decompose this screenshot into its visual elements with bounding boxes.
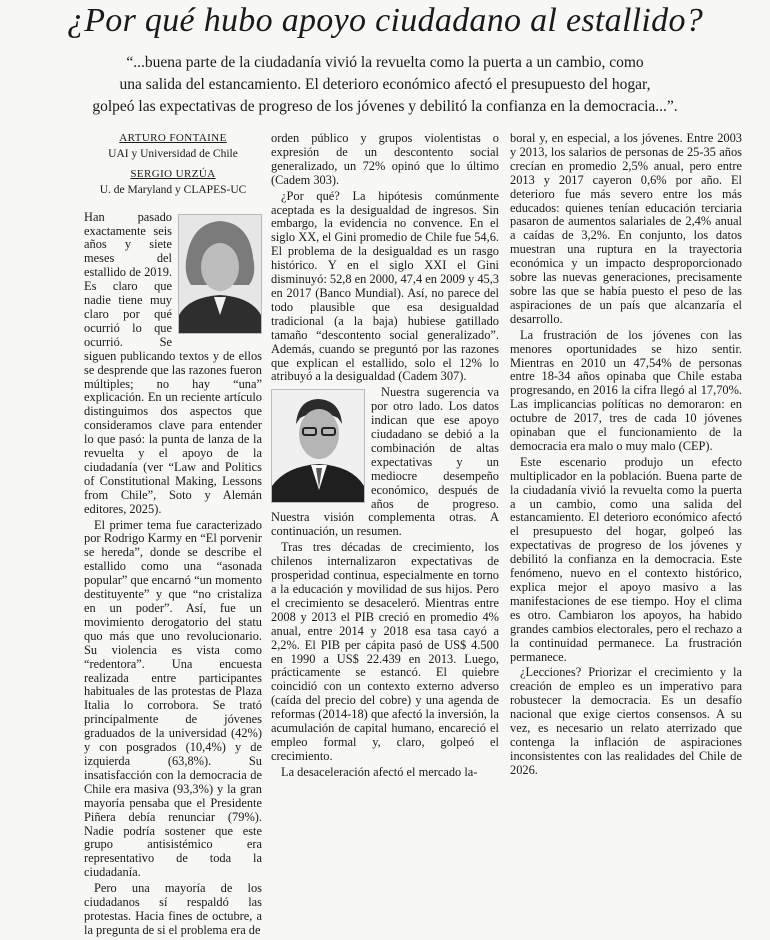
lead-line: una salida del estancamiento. El deterioro económico afectó el presupuesto del hogar, xyxy=(119,76,651,93)
author-name: SERGIO URZÚA xyxy=(130,167,216,180)
paragraph: Tras tres décadas de crecimiento, los chilenos internalizaron expectativas de prosperidad continua, especialmente en torno a la educación y movilidad de sus hijos. Pero el crecimiento se desaceleró. Mientras entre 2008 y 2013 el PIB creció en promedio 4% anual, entre 2014 y 2018 esa tasa cayó a 2,2%. El PIB per cápita pasó de US$ 4.500 en 1990 a US$ 22.439 en 2013. Luego, prácticamente se estancó. El quiebre coincidió con un contexto externo adverso (caída del precio del cobre) y una agenda de reformas (2014-18) que afectó la inversión, la acumulación de capital humano, encareció el empleo formal y, claro, golpeó el crecimiento. xyxy=(271,540,499,763)
headline: ¿Por qué hubo apoyo ciudadano al estallido? xyxy=(66,2,704,39)
lead-line: “...buena parte de la ciudadanía vivió la revuelta como la puerta a un cambio, como xyxy=(126,54,644,71)
author-affiliation: UAI y Universidad de Chile xyxy=(108,147,238,160)
article-column-3 xyxy=(510,132,742,780)
author-photo xyxy=(178,214,262,334)
lead-quote xyxy=(40,52,730,118)
paragraph: Pero una mayoría de los ciudadanos sí respaldó las protestas. Hacia fines de octubre, a la pregunta de si el problema era de xyxy=(84,881,262,937)
paragraph: La desaceleración afectó el mercado la- xyxy=(281,764,478,779)
paragraph: ¿Por qué? La hipótesis comúnmente aceptada es la desigualdad de ingresos. Sin embargo, la evidencia no convence. En el siglo XX, el Gini promedio de Chile fue 54,6. El problema de la desigualdad es un rasgo histórico. Y en el siglo XXI el Gini disminuyó: 52,8 en 2000, 47,4 en 2009 y 45,3 en 2017 (Banco Mundial). Así, no parece del todo plausible que esa desigualdad tradicional (a la baja) hubiese gatillado tamaño “descontento social generalizado”. Además, cuando se preguntó por las razones que explican el estallido, solo el 12% lo atribuyó a la desigualdad (Cadem 307). xyxy=(271,188,499,384)
author-photo xyxy=(271,389,365,503)
paragraph: Han pasado exactamente seis años y siete meses del estallido de 2019. Es claro que nadie tiene muy claro por qué ocurrió lo que ocurrió. Se siguen publicando textos y de ellos se desprende que las razones fueron múltiples; no hay “una” explicación. En un reciente artículo distinguimos dos aspectos que consideramos clave para entender lo que pasó: la punta de lanza de la revuelta y el apoyo de la ciudadanía (ver “Law and Politics of Constitutional Making, Lessons from Chile”, Soto y Alemán editores, 2025). xyxy=(84,209,262,516)
paragraph: La frustración de los jóvenes con las menores oportunidades se hizo sentir. Mientras en 2010 un 47,54% de personas entre 18-34 años opinaba que Chile estaba progresando, en 2016 la cifra llegó al 17,70%. Las implicancias políticas no demoraron: en octubre de 2017, tres de cada 10 jóvenes opinaban que el funcionamiento de la democracia era malo o muy malo (CEP). xyxy=(510,327,742,453)
paragraph: orden público y grupos violentistas o expresión de un descontento social generalizado, un 72% opinó que lo último (Cadem 303). xyxy=(271,131,499,187)
paragraph: ¿Lecciones? Priorizar el crecimiento y la creación de empleo es un imperativo para robustecer la democracia. Es un desafío nacional que exige ciertos consensos. A su vez, es necesario un relato aterrizado que contenga la inflación de aspiraciones inconsistentes con las realidades del Chile de 2026. xyxy=(510,665,742,777)
article-column-1 xyxy=(84,132,262,940)
article-column-2 xyxy=(271,132,499,782)
paragraph: Este escenario produjo un efecto multiplicador en la población. Buena parte de la ciudadanía vivió la revuelta como la puerta a un cambio, como una salida del estancamiento. El deterioro económico afectó el presupuesto del hogar, golpeó las expectativas de progreso de los jóvenes y debilitó la confianza en la democracia. Este fenómeno, nuevo en el contexto histórico, explica mejor el apoyo masivo a las manifestaciones de ese tiempo. Hoy el clima es otro. Cambiaron los apoyos, ha habido grandes cambios electorales, pero el rechazo a la continuidad permanece. La frustración permanece. xyxy=(510,454,742,664)
lead-line: golpeó las expectativas de progreso de los jóvenes y debilitó la confianza en la democracia...”. xyxy=(92,98,678,115)
author-affiliation: U. de Maryland y CLAPES-UC xyxy=(99,183,247,196)
paragraph: boral y, en especial, a los jóvenes. Entre 2003 y 2013, los salarios de personas de 25-35 años crecían en promedio 2,5% anual, pero entre 2013 y 2017 cayeron 0,6% por año. El deterioro fue más severo entre los más educados: quienes tenían educación terciaria pasaron de aumentos salariales de 2,4% anual a caídas de 3,2%. En conjunto, los datos muestran una ruptura en la trayectoria económica y un impacto desproporcionado sobre las nuevas generaciones, precisamente sobre las que se había puesto el peso de las aspiraciones de un país que alcanzaría el desarrollo. xyxy=(510,131,742,326)
author-name: ARTURO FONTAINE xyxy=(119,132,227,144)
paragraph: El primer tema fue caracterizado por Rodrigo Karmy en “El porvenir se hereda”, donde se describe el estallido como una “asonada popular” que encarnó “un momento destituyente” y que “no cristaliza en un poder”. Así, fue un movimiento derogatorio del statu quo más que uno revolucionario. Su violencia es vista como “redentora”. Una encuesta realizada entre participantes habituales de las protestas de Plaza Italia lo corrobora. Se trató principalmente de jóvenes graduados de la universidad (42%) y con posgrados (10,4%) y de izquierda (63,8%). Su insatisfacción con la democracia de Chile era masiva (93,3%) y la gran mayoría pensaba que el Presidente Piñera debía renunciar (79%). Nadie podría sostener que este grupo antisistémico era representativo de toda la ciudadanía. xyxy=(84,517,262,880)
paragraph: Nuestra sugerencia va por otro lado. Los datos indican que ese apoyo ciudadano se debió a la combinación de altas expectativas y un mediocre desempeño económico, después de años de progreso. Nuestra visión complementa otras. A continuación, un resumen. xyxy=(271,385,499,539)
